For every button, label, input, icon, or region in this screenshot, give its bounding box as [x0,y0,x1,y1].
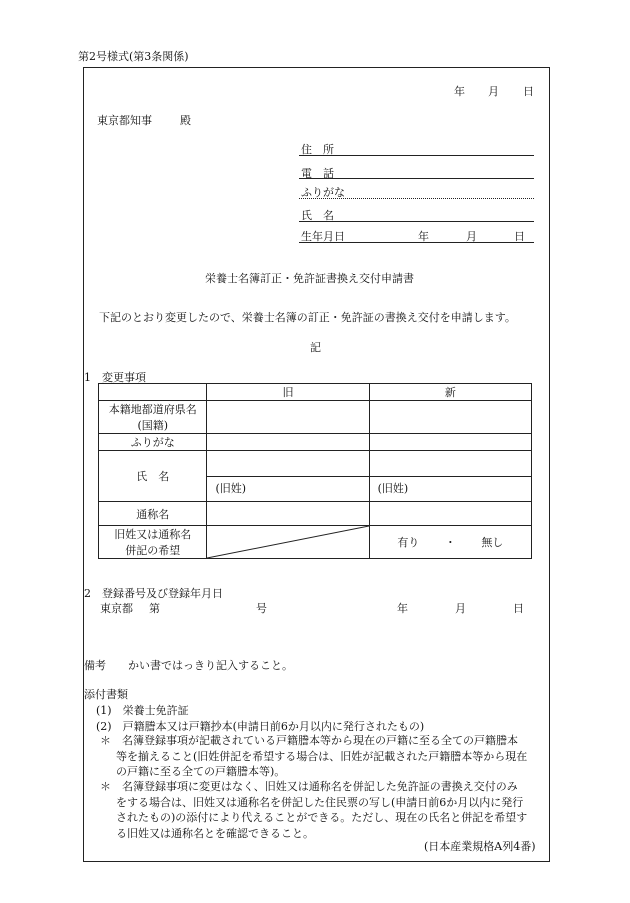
name-new-upper[interactable] [370,451,531,477]
birth-month-label: 月 [466,230,477,243]
row-honseki-label [99,401,207,434]
wish-choice-cell[interactable] [369,526,531,559]
address-label: 住 所 [301,143,334,156]
remarks-label: 備考 [84,659,106,672]
wish-separator: ・ [444,536,456,549]
name-label: 氏 名 [301,209,334,222]
birth-field[interactable] [299,242,534,243]
honseki-old-cell[interactable] [207,401,369,434]
alias-new-cell[interactable] [369,502,531,526]
wish-yes-option[interactable]: 有り [397,536,420,549]
birth-day-label: 日 [514,230,525,243]
diagonal-slash [207,526,369,558]
attachment-item-1: (1) 栄養士免許証 [96,704,189,717]
addressee: 東京都知事 [97,114,152,127]
date-year-label: 年 [454,85,465,98]
reg-month: 月 [455,602,466,615]
header-new: 新 [369,384,531,401]
paper-size-note: (日本産業規格A列4番) [424,840,536,853]
reg-dai: 第 [149,602,160,615]
date-day-label: 日 [523,85,534,98]
birth-label: 生年月日 [301,230,345,243]
furigana-label: ふりがな [301,186,345,199]
row-wish-label [99,526,207,559]
name-old-upper[interactable] [207,451,368,477]
note2-line-2: をする場合は、旧姓又は通称名を併記した住民票の写し(申請日前6か月以内に発行 [116,795,524,809]
note2-line-3: されたもの)の添付により代えることができる。ただし、現在の氏名と併記を希望す [116,811,528,824]
attachments-heading: 添付書類 [84,688,128,701]
old-surname-right: (旧姓) [377,482,409,495]
reg-tokyo: 東京都 [100,602,133,615]
section1-heading: 1 変更事項 [84,371,146,384]
honorific: 殿 [180,114,191,127]
corner-cell [99,384,207,401]
date-month-label: 月 [488,85,499,98]
reg-go: 号 [256,602,267,615]
address-field[interactable] [299,155,534,156]
form-number: 第2号様式(第3条関係) [78,50,189,63]
honseki-new-cell[interactable] [369,401,531,434]
section2-heading: 2 登録番号及び登録年月日 [84,587,223,600]
row-name-label: 氏 名 [99,451,207,502]
note1-line-1: ＊ 名簿登録事項が記載されている戸籍謄本等から現在の戸籍に至る全ての戸籍謄本 [100,734,518,747]
attachment-note-1 [100,733,527,780]
furigana-new-cell[interactable] [369,434,531,451]
ki-mark: 記 [310,341,321,354]
note1-line-2: 等を揃えること(旧姓併記を希望する場合は、旧姓が記載された戸籍謄本等から現在 [116,749,528,763]
note2-line-4: る旧姓又は通称名とを確認できること。 [116,826,314,840]
honseki-text: 本籍地都道府県名 [108,403,197,416]
note2-line-1: ＊ 名簿登録事項に変更はなく、旧姓又は通称名を併記した免許証の書換え交付のみ [100,780,518,793]
attachment-note-2 [100,779,527,841]
document-title: 栄養士名簿訂正・免許証書換え交付申請書 [205,272,414,285]
note1-line-3: の戸籍に至る全ての戸籍謄本等)。 [116,765,286,778]
header-old: 旧 [207,384,369,401]
wish-old-cell [207,526,369,559]
old-surname-left: (旧姓) [215,482,247,495]
phone-field[interactable] [299,178,534,179]
attachment-item-2: (2) 戸籍謄本又は戸籍抄本(申請日前6か月以内に発行されたもの) [96,720,425,733]
row-furigana-label: ふりがな [99,434,207,451]
wish-text-1: 旧姓又は通称名 [114,528,192,541]
wish-no-option[interactable]: 無し [481,536,504,549]
furigana-old-cell[interactable] [207,434,369,451]
phone-label: 電 話 [301,167,334,180]
birth-year-label: 年 [418,230,429,243]
name-new-cell[interactable] [369,451,531,502]
intro-text: 下記のとおり変更したので、栄養士名簿の訂正・免許証の書換え交付を申請します。 [99,311,516,324]
honseki-sub-text: (国籍) [137,419,169,432]
furigana-field[interactable] [299,198,534,199]
name-old-cell[interactable] [207,451,369,502]
change-table [98,383,532,559]
wish-text-2: 併記の希望 [125,544,181,557]
remarks-text: かい書ではっきり記入すること。 [128,659,293,672]
row-alias-label: 通称名 [99,502,207,526]
reg-year: 年 [397,602,408,615]
alias-old-cell[interactable] [207,502,369,526]
reg-day: 日 [513,602,524,615]
name-field[interactable] [299,221,534,222]
